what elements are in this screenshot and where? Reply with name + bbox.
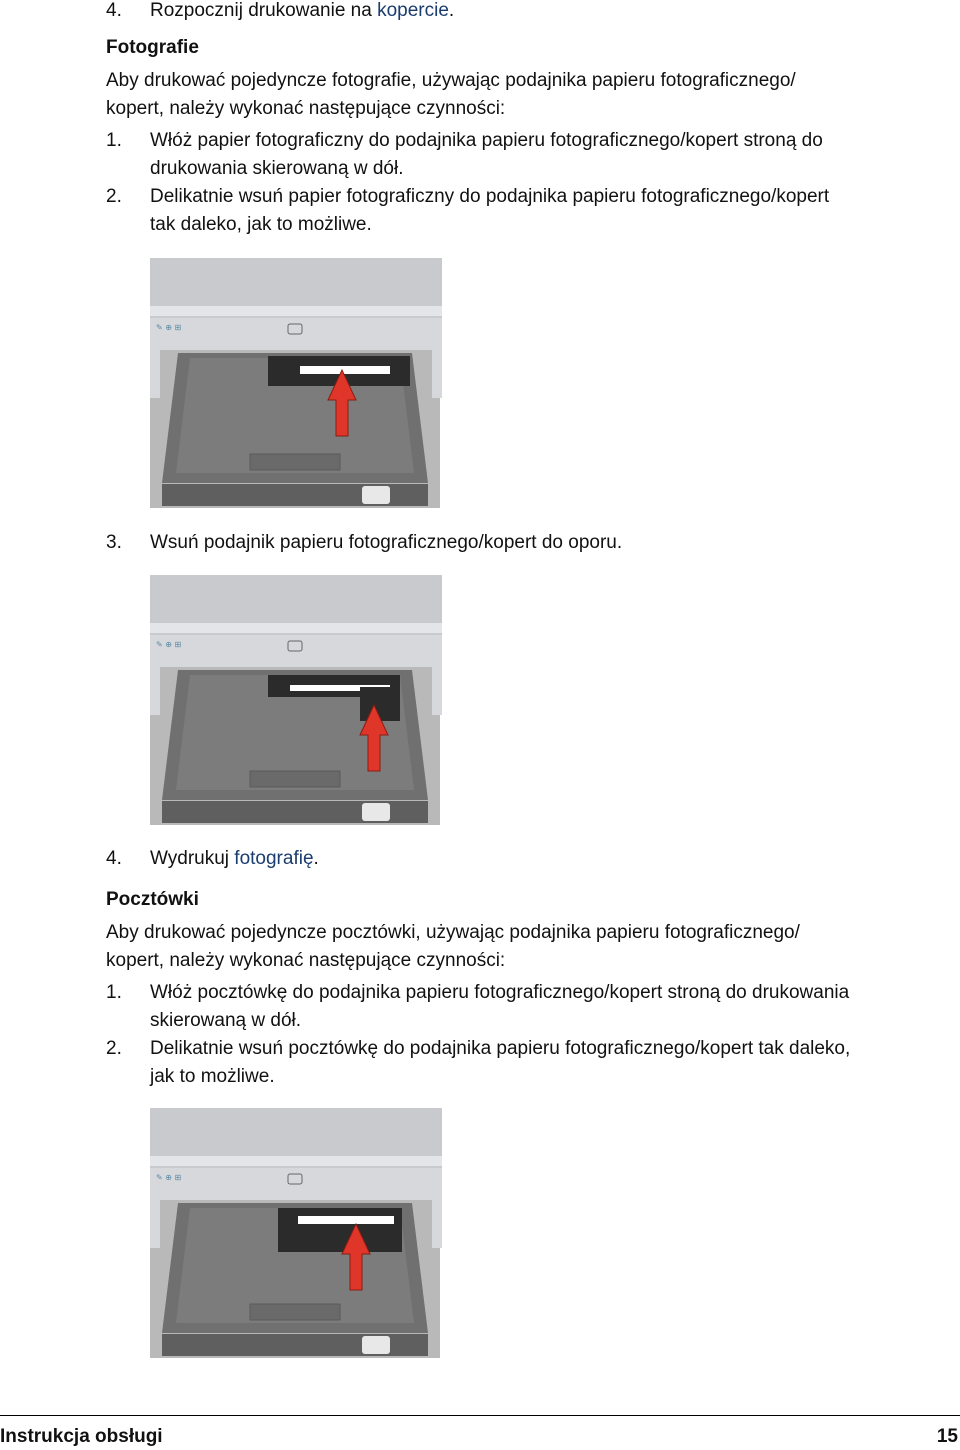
intro-line: kopert, należy wykonać następujące czynności: [106,98,506,119]
step-number: 4. [106,848,122,869]
step-text-end: . [448,0,455,21]
step-text-start: Rozpocznij drukowanie na [150,0,378,21]
photo-link[interactable]: fotografię [234,848,314,869]
printer-tray-illustration [150,1108,442,1358]
footer-title: Instrukcja obsługi [0,1426,163,1447]
footer-rule [0,1415,960,1416]
section-heading-postcards: Pocztówki [106,889,199,910]
intro-line: Aby drukować pojedyncze fotografie, używając podajnika papieru fotograficznego/ [106,70,796,91]
photo-paper [300,366,390,374]
step-text [150,848,319,870]
step-text: tak daleko, jak to możliwe. [150,214,372,235]
step-text: skierowaną w dół. [150,1010,302,1031]
tray-latch [362,803,390,821]
tray-latch [362,1336,390,1354]
photo-slider [278,1208,402,1252]
step-text: drukowania skierowaną w dół. [150,158,404,179]
printer-panel-icons: ✎ ⊕ ⊞ [156,323,182,332]
printer-panel-icons: ✎ ⊕ ⊞ [156,640,182,649]
step-number: 4. [106,0,122,21]
step-number: 1. [106,982,122,1003]
intro-line: kopert, należy wykonać następujące czynności: [106,950,506,971]
step-text-start: Wydrukuj [150,848,235,869]
step-text-end: . [313,848,319,869]
printer-tray-illustration [150,258,442,508]
tray-latch [362,486,390,504]
step-text: Delikatnie wsuń pocztówkę do podajnika papieru fotograficznego/kopert tak daleko, [150,1038,851,1059]
step-text: Delikatnie wsuń papier fotograficzny do podajnika papieru fotograficznego/kopert [150,186,830,207]
step-text: Włóż papier fotograficzny do podajnika papieru fotograficznego/kopert stroną do [150,130,823,151]
printer-edge [150,1156,442,1166]
tray-handle [250,1304,340,1320]
section-heading-photos: Fotografie [106,37,199,58]
envelope-link[interactable]: kopercie [377,0,449,21]
step-number: 2. [106,1038,122,1059]
step-text: Wsuń podajnik papieru fotograficznego/kopert do oporu. [150,532,623,553]
printer-edge [150,623,442,633]
step-number: 2. [106,186,122,207]
printer-tray-illustration [150,575,442,825]
slider-catch [360,687,400,721]
postcard-paper [298,1216,394,1224]
printer-panel-icons: ✎ ⊕ ⊞ [156,1173,182,1182]
intro-line: Aby drukować pojedyncze pocztówki, używając podajnika papieru fotograficznego/ [106,922,800,943]
tray-handle [250,454,340,470]
step-text [150,0,454,22]
step-text: Włóż pocztówkę do podajnika papieru fotograficznego/kopert stroną do drukowania [150,982,850,1003]
step-number: 3. [106,532,122,553]
step-number: 1. [106,130,122,151]
page-number: 15 [936,1426,958,1447]
tray-handle [250,771,340,787]
printer-edge [150,306,442,316]
step-text: jak to możliwe. [150,1066,275,1087]
